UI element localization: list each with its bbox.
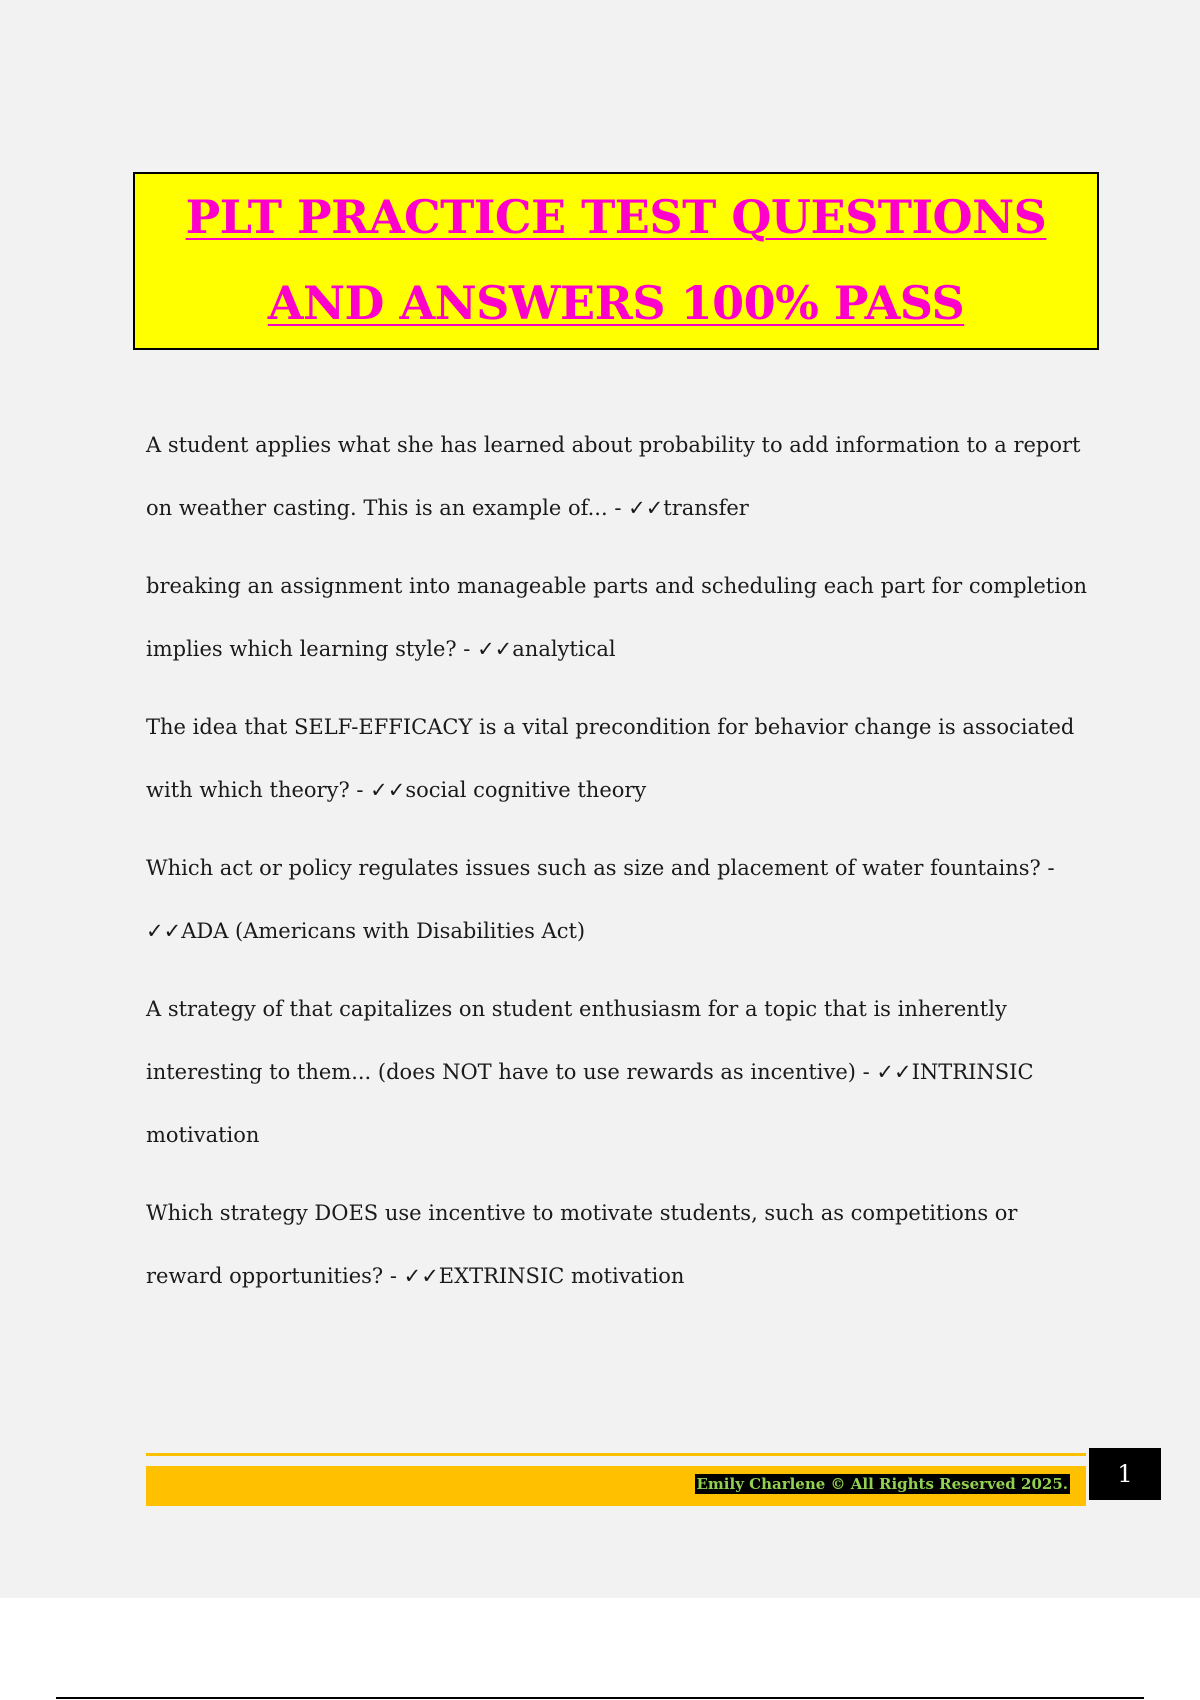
qa-item: Which act or policy regulates issues such as size and placement of water fountains? - ✓✓ADA (Americans with Disabilities Act) [146,856,1055,943]
title-line-2: AND ANSWERS 100% PASS [267,276,965,330]
copyright-notice: Emily Charlene © All Rights Reserved 2025. [696,1475,1068,1493]
bottom-divider [56,1697,1144,1699]
qa-item: A strategy of that capitalizes on student enthusiasm for a topic that is inherently interesting to them... (does NOT have to use rewards as incentive) - ✓✓INTRINSIC motivation [146,997,1034,1147]
qa-list [146,414,1096,1323]
title-banner [133,172,1099,350]
footer-divider [146,1453,1086,1456]
qa-item: A student applies what she has learned about probability to add information to a report on weather casting. This is an example of... - ✓✓transfer [146,433,1081,520]
qa-item: breaking an assignment into manageable parts and scheduling each part for completion implies which learning style? - ✓✓analytical [146,574,1088,661]
page-number: 1 [1089,1448,1161,1500]
qa-item: Which strategy DOES use incentive to motivate students, such as competitions or reward opportunities? - ✓✓EXTRINSIC motivation [146,1201,1018,1288]
footer-bar [146,1466,1086,1506]
qa-item: The idea that SELF-EFFICACY is a vital precondition for behavior change is associated with which theory? - ✓✓social cognitive theory [146,715,1075,802]
title-line-1: PLT PRACTICE TEST QUESTIONS [185,190,1047,244]
